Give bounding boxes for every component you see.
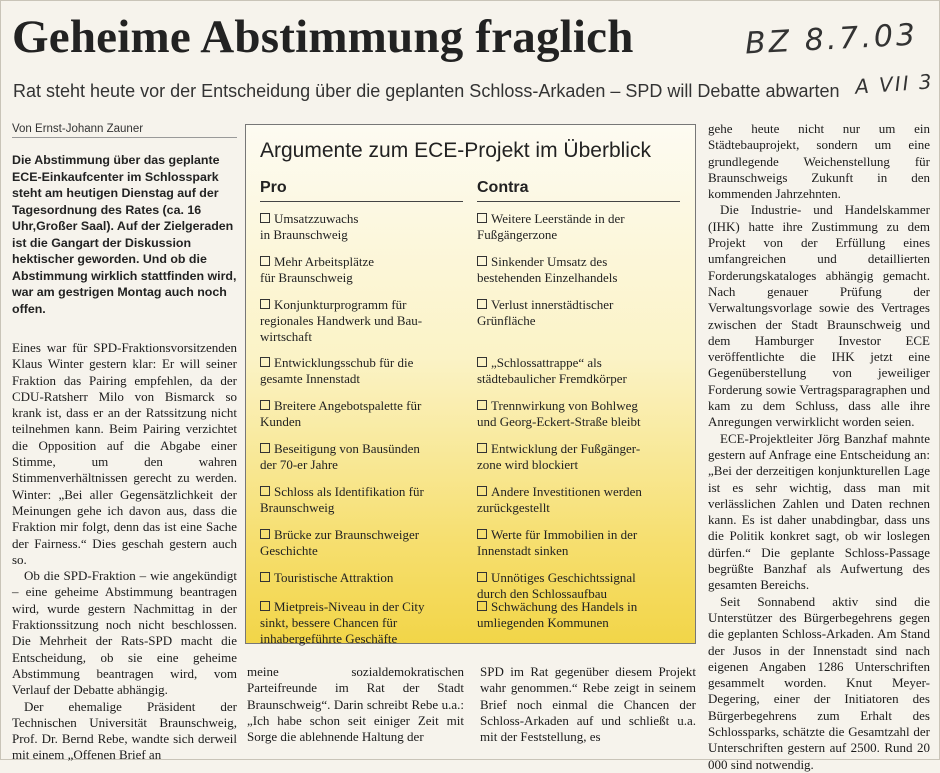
pro-item-text: Kunden: [260, 414, 302, 429]
pro-item-text: Breitere Angebotspalette für: [274, 398, 422, 413]
checkbox-icon: [260, 486, 270, 496]
column-1: [12, 340, 237, 764]
pro-item: [260, 211, 472, 243]
checkbox-icon: [260, 357, 270, 367]
contra-item-line: [477, 227, 689, 243]
pro-item-text: Brücke zur Braunschweiger: [274, 527, 420, 542]
pro-item-line: [260, 414, 472, 430]
pro-item-text: Braunschweig: [260, 500, 335, 515]
lead-paragraph: Die Abstimmung über das geplante ECE-Einkaufcenter im Schlosspark steht am heutigen Dienstag auf der Tagesordnung des Rates (ca. 16 Uhr,Großer Saal). Auf der Zielgeraden ist die Gangart der Diskussion hektischer geworden. Und ob die Abstimmung wirklich stattfinden wird, war am gestrigen Montag auch noch offen.: [12, 153, 237, 316]
contra-item-text: und Georg-Eckert-Straße bleibt: [477, 414, 641, 429]
pro-item-text: inhabergeführte Geschäfte: [260, 631, 398, 646]
contra-item-text: Fußgängerzone: [477, 227, 558, 242]
contra-item-text: Sinkender Umsatz des: [491, 254, 608, 269]
contra-item-line: [477, 313, 689, 329]
checkbox-icon: [477, 299, 487, 309]
checkbox-icon: [260, 443, 270, 453]
checkbox-icon: [260, 572, 270, 582]
pro-item-line: [260, 270, 472, 286]
checkbox-icon: [260, 256, 270, 266]
contra-item-line: [477, 211, 689, 227]
pro-item-line: [260, 615, 472, 631]
pro-item-text: Entwicklungsschub für die: [274, 355, 414, 370]
paragraph: SPD im Rat gegenüber diesem Projekt wahr genommen.“ Rebe zeigt in seinem Brief noch einmal die Chancen der Schloss-Arkaden auf und schließt u.a. mit der Feststellung, es: [480, 664, 696, 745]
pro-item-text: der 70-er Jahre: [260, 457, 338, 472]
contra-item-text: zone wird blockiert: [477, 457, 579, 472]
contra-item: [477, 527, 689, 559]
contra-item-line: [477, 527, 689, 543]
checkbox-icon: [260, 529, 270, 539]
handwritten-note: A VII 3: [854, 69, 935, 99]
contra-item-text: umliegenden Kommunen: [477, 615, 609, 630]
contra-item: [477, 441, 689, 473]
checkbox-icon: [477, 357, 487, 367]
column-2: [247, 664, 464, 745]
pro-item: [260, 599, 472, 647]
pro-item-line: [260, 543, 472, 559]
pro-item-text: Mietpreis-Niveau in der City: [274, 599, 425, 614]
contra-item: [477, 297, 689, 329]
pro-item-line: [260, 227, 472, 243]
checkbox-icon: [477, 601, 487, 611]
pro-item-line: [260, 441, 472, 457]
contra-item-line: [477, 570, 689, 586]
pro-item-line: [260, 254, 472, 270]
pro-item: [260, 355, 472, 387]
paragraph: Der ehemalige Präsident der Technischen Universität Braunschweig, Prof. Dr. Bernd Rebe, wandte sich derweil mit einem „Offenen Brief an: [12, 698, 237, 763]
paragraph: gehe heute nicht nur um ein Städtebauprojekt, sondern um eine grundlegende Weichenstellung für Braunschweigs Zukunft in den kommenden Jahrzehnten.: [708, 121, 930, 202]
contra-item: [477, 211, 689, 243]
paragraph: Ob die SPD-Fraktion – wie angekündigt – eine geheime Abstimmung beantragen wird, wurde gestern Nachmittag in der Fraktionssitzung noch nicht beschlossen. Die Mehrheit der Rats-SPD macht die Entscheidung, ob sie eine geheime Abstimmung beantragen wird, vom Verlauf der Debatte abhängig.: [12, 568, 237, 698]
pro-item-text: Geschichte: [260, 543, 318, 558]
checkbox-icon: [477, 572, 487, 582]
pro-item-text: Konjunkturprogramm für: [274, 297, 407, 312]
headline: Geheime Abstimmung fraglich: [12, 11, 634, 63]
checkbox-icon: [260, 601, 270, 611]
contra-item-text: Trennwirkung von Bohlweg: [491, 398, 638, 413]
contra-item-text: Schwächung des Handels in: [491, 599, 638, 614]
contra-item-text: städtebaulicher Fremdkörper: [477, 371, 627, 386]
byline: Von Ernst-Johann Zauner: [12, 123, 237, 138]
pro-heading: Pro: [260, 179, 287, 196]
pro-item-line: [260, 313, 472, 329]
pro-contra-box: [245, 124, 696, 644]
contra-item: [477, 570, 689, 602]
pro-item-line: [260, 527, 472, 543]
checkbox-icon: [477, 256, 487, 266]
contra-item-line: [477, 254, 689, 270]
contra-item-text: durch den Schlossaufbau: [477, 586, 607, 601]
contra-item-text: „Schlossattrappe“ als: [491, 355, 602, 370]
pro-item-line: [260, 599, 472, 615]
pro-item: [260, 297, 472, 345]
checkbox-icon: [260, 400, 270, 410]
pro-item-line: [260, 500, 472, 516]
pro-item-text: Beseitigung von Bausünden: [274, 441, 420, 456]
pro-item-text: Schloss als Identifikation für: [274, 484, 424, 499]
contra-item-line: [477, 500, 689, 516]
checkbox-icon: [260, 299, 270, 309]
pro-item: [260, 570, 472, 586]
pro-item-line: [260, 570, 472, 586]
pro-item-line: [260, 631, 472, 647]
handwritten-date: BZ 8.7.03: [744, 17, 919, 62]
pro-item-text: gesamte Innenstadt: [260, 371, 360, 386]
contra-rule: [477, 201, 680, 202]
pro-item-line: [260, 211, 472, 227]
pro-item-text: für Braunschweig: [260, 270, 353, 285]
pro-item-line: [260, 297, 472, 313]
pro-item: [260, 254, 472, 286]
pro-item-text: Mehr Arbeitsplätze: [274, 254, 374, 269]
contra-item-line: [477, 441, 689, 457]
contra-item-text: Entwicklung der Fußgänger-: [491, 441, 641, 456]
contra-item: [477, 398, 689, 430]
pro-item-line: [260, 371, 472, 387]
column-4: [708, 121, 930, 773]
contra-item-text: Unnötiges Geschichtssignal: [491, 570, 636, 585]
paragraph: Die Industrie- und Handelskammer (IHK) hatte ihre Zustimmung zu dem Projekt von der Erfüllung eines umfangreichen und detaillierten Forderungskataloges abhängig gemacht. Nach genauer Prüfung der Verwaltungsvorlage sowie des Vertrages zwischen der Stadt Braunschweig und dem Hamburger Investor ECE veröffentlichte die IHK jetzt eine Gegenüberstellung von jeweiliger Forderung sowie Vertragsparagraphen und kam zu dem Schluss, dass alle ihre Anregungen verwirklicht worden seien.: [708, 202, 930, 430]
paragraph: ECE-Projektleiter Jörg Banzhaf mahnte gestern auf Anfrage eine Entscheidung an: „Bei der derzeitigen konjunkturellen Lage ist es sehr wichtig, dass man mit verlässlichen Zahlen und Daten rechnen kann. Es ist daher unabdingbar, dass uns die Politik konkret sagt, ob wir loslegen dürfen.“ Die geplante Schloss-Passage begrüßte Banzhaf als Aufwertung des gesamten Bereichs.: [708, 430, 930, 593]
pro-item-line: [260, 329, 472, 345]
contra-item-text: bestehenden Einzelhandels: [477, 270, 618, 285]
column-3: [480, 664, 696, 745]
pro-item: [260, 527, 472, 559]
contra-item-text: Innenstadt sinken: [477, 543, 569, 558]
contra-item-text: Weitere Leerstände in der: [491, 211, 625, 226]
pro-rule: [260, 201, 463, 202]
contra-item: [477, 599, 689, 631]
contra-item-line: [477, 355, 689, 371]
paragraph: meine sozialdemokratischen Parteifreunde im Rat der Stadt Braunschweig“. Darin schreibt Rebe u.a.: „Ich habe schon seit einiger Zeit mit Sorge die ablehnende Haltung der: [247, 664, 464, 745]
pro-item-text: in Braunschweig: [260, 227, 348, 242]
checkbox-icon: [477, 529, 487, 539]
paragraph: Seit Sonnabend aktiv sind die Unterstützer des Bürgerbegehrens gegen die geplanten Schloss-Arkaden. Am Stand der Jusos in der Innenstadt sind nach eigenen Angaben 1286 Unterschriften gesammelt worden. Knut Meyer-Degering, einer der Initiatoren des Bürgerbegehrens zum Erhalt des Schlossparks, schätzte die Gesamtzahl der Unterschriften gestern auf 2500. Rund 20 000 sind notwendig.: [708, 593, 930, 772]
contra-item: [477, 355, 689, 387]
contra-item-text: Verlust innerstädtischer: [491, 297, 614, 312]
contra-item-line: [477, 599, 689, 615]
contra-item-text: Andere Investitionen werden: [491, 484, 642, 499]
checkbox-icon: [477, 443, 487, 453]
pro-item-line: [260, 355, 472, 371]
pro-item-line: [260, 398, 472, 414]
contra-item-line: [477, 297, 689, 313]
contra-item-line: [477, 615, 689, 631]
contra-item: [477, 254, 689, 286]
contra-item-line: [477, 414, 689, 430]
pro-item: [260, 484, 472, 516]
contra-heading: Contra: [477, 179, 529, 196]
contra-item-text: Grünfläche: [477, 313, 536, 328]
box-title: Argumente zum ECE-Projekt im Überblick: [260, 139, 651, 162]
checkbox-icon: [477, 213, 487, 223]
checkbox-icon: [477, 400, 487, 410]
contra-item-line: [477, 270, 689, 286]
contra-item-line: [477, 398, 689, 414]
contra-item-line: [477, 484, 689, 500]
subheadline: Rat steht heute vor der Entscheidung über die geplanten Schloss-Arkaden – SPD will Debatte abwarten: [13, 81, 840, 101]
contra-item-text: zurückgestellt: [477, 500, 550, 515]
pro-item-text: regionales Handwerk und Bau-: [260, 313, 423, 328]
pro-item: [260, 398, 472, 430]
contra-item: [477, 484, 689, 516]
pro-item-text: Umsatzzuwachs: [274, 211, 359, 226]
contra-item-text: Werte für Immobilien in der: [491, 527, 638, 542]
pro-item-text: Touristische Attraktion: [274, 570, 394, 585]
checkbox-icon: [260, 213, 270, 223]
checkbox-icon: [477, 486, 487, 496]
contra-item-line: [477, 543, 689, 559]
pro-item-text: sinkt, bessere Chancen für: [260, 615, 398, 630]
pro-item: [260, 441, 472, 473]
pro-item-line: [260, 457, 472, 473]
contra-item-line: [477, 457, 689, 473]
contra-item-line: [477, 371, 689, 387]
pro-item-line: [260, 484, 472, 500]
paragraph: Eines war für SPD-Fraktionsvorsitzenden Klaus Winter gestern klar: Er will seiner Fraktion das Pairing empfehlen, da der CDU-Ratsherr Milo von Bismarck so krank ist, dass er an der Ratssitzung nicht teilnehmen kann. Beim Pairing verzichtet die Opposition auf die Abgabe einer Stimme, um den wahren Stimmenverhältnissen gerecht zu werden. Winter: „Bei aller Gegensätzlichkeit der Meinungen gehe ich davon aus, dass die Fraktion mir folgt, denn das ist eine Sache der Fairness.“ Dies geschah gestern auch so.: [12, 340, 237, 567]
pro-item-text: wirtschaft: [260, 329, 312, 344]
